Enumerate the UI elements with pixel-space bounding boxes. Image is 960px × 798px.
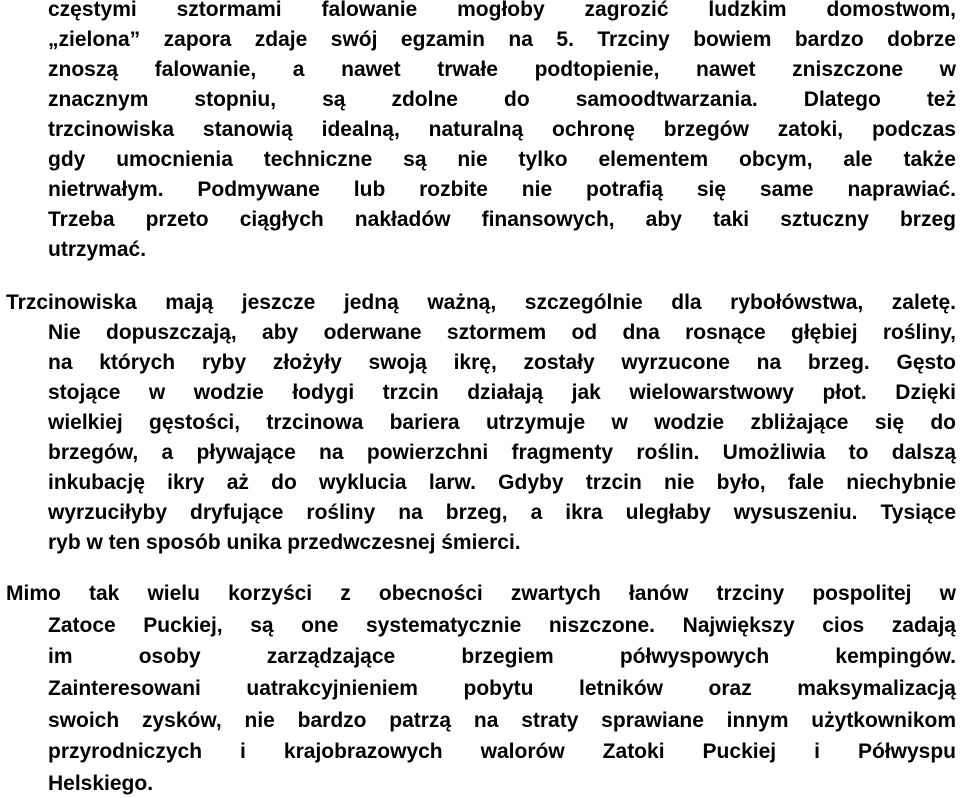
text-line: Trzeba przeto ciągłych nakładów finansowych, aby taki sztuczny brzeg (48, 208, 956, 231)
text-line: znacznym stopniu, są zdolne do samoodtwarzania. Dlatego też (48, 88, 956, 111)
text-line: utrzymać. (48, 238, 147, 261)
text-line: Mimo tak wielu korzyści z obecności zwartych łanów trzciny pospolitej w (6, 582, 956, 605)
text-line: Trzcinowiska mają jeszcze jedną ważną, szczególnie dla rybołówstwa, zaletę. (6, 291, 956, 314)
text-line: częstymi sztormami falowanie mogłoby zagrozić ludzkim domostwom, (48, 0, 956, 21)
text-line: przyrodniczych i krajobrazowych walorów Zatoki Puckiej i Półwyspu (48, 740, 956, 763)
text-line: „zielona” zapora zdaje swój egzamin na 5. Trzciny bowiem bardzo dobrze (48, 28, 956, 51)
text-line: Zainteresowani uatrakcyjnieniem pobytu letników oraz maksymalizacją (48, 677, 956, 700)
text-line: ryb w ten sposób unika przedwczesnej śmierci. (48, 531, 521, 554)
text-line: trzcinowiska stanowią idealną, naturalną ochronę brzegów zatoki, podczas (48, 118, 956, 141)
text-line: Zatoce Puckiej, są one systematycznie niszczone. Największy cios zadają (48, 614, 956, 637)
text-line: im osoby zarządzające brzegiem półwyspowych kempingów. (48, 645, 956, 668)
text-line: gdy umocnienia techniczne są nie tylko elementem obcym, ale także (48, 148, 956, 171)
text-line: na których ryby złożyły swoją ikrę, zostały wyrzucone na brzeg. Gęsto (48, 351, 956, 374)
text-line: wyrzuciłyby dryfujące rośliny na brzeg, a ikra uległaby wysuszeniu. Tysiące (48, 501, 956, 524)
text-line: znoszą falowanie, a nawet trwałe podtopienie, nawet zniszczone w (48, 58, 956, 81)
text-line: Nie dopuszczają, aby oderwane sztormem od dna rosnące głębiej rośliny, (48, 321, 956, 344)
text-line: brzegów, a pływające na powierzchni fragmenty roślin. Umożliwia to dalszą (48, 441, 956, 464)
text-line: nietrwałym. Podmywane lub rozbite nie potrafią się same naprawiać. (48, 178, 956, 201)
text-line: wielkiej gęstości, trzcinowa bariera utrzymuje w wodzie zbliżające się do (48, 411, 956, 434)
text-line: Helskiego. (48, 772, 154, 795)
text-line: inkubację ikry aż do wyklucia larw. Gdyby trzcin nie było, fale niechybnie (48, 471, 956, 494)
text-line: swoich zysków, nie bardzo patrzą na straty sprawiane innym użytkownikom (48, 709, 956, 732)
text-line: stojące w wodzie łodygi trzcin działają jak wielowarstwowy płot. Dzięki (48, 381, 956, 404)
